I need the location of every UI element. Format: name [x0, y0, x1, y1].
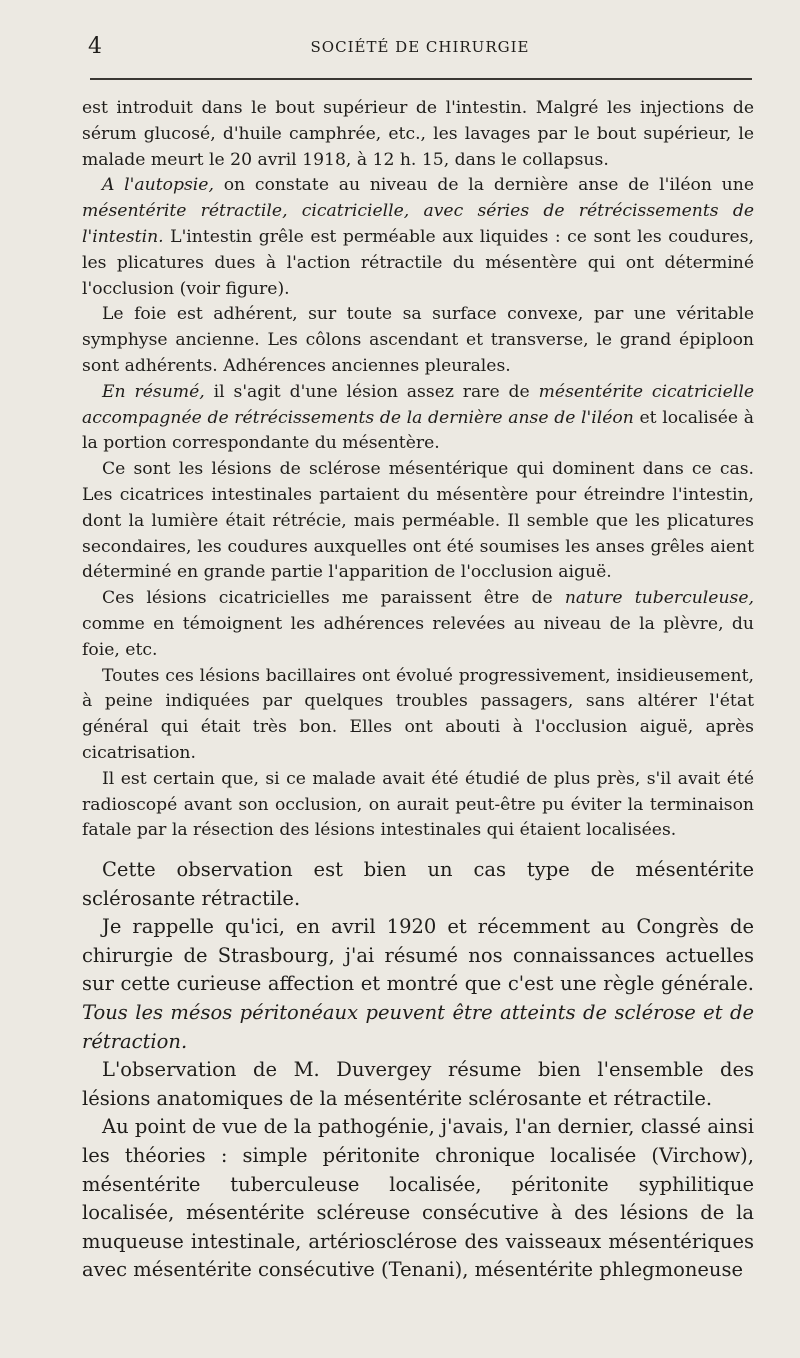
text-segment: et localisée à la portion correspondante du mésentère. [82, 407, 754, 454]
italic-text: mésentérite rétractile, cicatricielle, avec séries de rétrécissements de l'intestin. [82, 201, 754, 247]
text-segment: Toutes ces lésions bacillaires ont évolué progressivement, insidieusement, à peine indiquées par quelques troubles passagers, sans altérer l'état général qui était très bon. Elles ont abouti à l'occlusion aiguë, après cicatrisation. [82, 665, 754, 763]
paragraph [82, 457, 754, 586]
italic-text: A l'autopsie, [102, 175, 214, 196]
text-segment: Au point de vue de la pathogénie, j'avais, l'an dernier, classé ainsi les théories : simple péritonite chronique localisée (Virchow), mésentérite tuberculeuse localisée, péritonite syphilitique localisée, mésentérite scléreuse consécutive à des lésions de la muqueuse intestinale, artériosclérose des vaisseaux mésentériques avec mésentérite consécutive (Tenani), mésentérite phlegmoneuse [82, 1115, 754, 1282]
body-text [82, 96, 754, 1285]
text-segment: Ce sont les lésions de sclérose mésentérique qui dominent dans ce cas. Les cicatrices intestinales partaient du mésentère pour étreindre l'intestin, dont la lumière était rétrécie, mais perméable. Il semble que les plicatures secondaires, les coudures auxquelles ont été soumises les anses grêles aient déterminé en grande partie l'apparition de l'occlusion aiguë. [82, 459, 754, 583]
text-segment: comme en témoignent les adhérences relevées au niveau de la plèvre, du foie, etc. [82, 613, 754, 660]
paragraph [82, 1113, 754, 1285]
commentary-section [82, 856, 754, 1285]
paragraph [82, 586, 754, 663]
text-segment: Ces lésions cicatricielles me paraissent être de [102, 588, 565, 609]
paragraph [82, 380, 754, 457]
page-number: 4 [88, 34, 102, 59]
italic-text: nature tuberculeuse, [564, 588, 754, 609]
text-segment: L'observation de M. Duvergey résume bien l'ensemble des lésions anatomiques de la mésentérite sclérosante et rétractile. [82, 1058, 754, 1110]
paragraph [82, 302, 754, 379]
text-segment: Il est certain que, si ce malade avait été étudié de plus près, s'il avait été radioscopé avant son occlusion, on aurait peut-être pu éviter la terminaison fatale par la résection des lésions intestinales qui étaient localisées. [82, 768, 754, 841]
italic-text: mésentérite cicatricielle accompagnée de rétrécissements de la dernière anse de l'iléon [82, 381, 754, 428]
header-rule [90, 78, 752, 80]
paragraph [82, 664, 754, 767]
text-segment: Cette observation est bien un cas type de mésentérite sclérosante rétractile. [82, 858, 754, 910]
italic-text: Tous les mésos péritonéaux peuvent être atteints de sclérose et de rétraction. [82, 1001, 754, 1053]
text-segment: est introduit dans le bout supérieur de l'intestin. Malgré les injections de sérum glucosé, d'huile camphrée, etc., les lavages par le bout supérieur, le malade meurt le 20 avril 1918, à 12 h. 15, dans le collapsus. [82, 98, 754, 170]
page-header [88, 34, 752, 62]
paragraph [82, 96, 754, 173]
text-segment: il s'agit d'une lésion assez rare de [204, 381, 539, 402]
observation-section [82, 96, 754, 844]
paragraph [82, 1056, 754, 1113]
italic-text: En résumé, [102, 381, 205, 402]
running-title: SOCIÉTÉ DE CHIRURGIE [310, 38, 530, 56]
paragraph [82, 173, 754, 302]
paragraph [82, 913, 754, 1056]
paragraph [82, 856, 754, 913]
text-segment: L'intestin grêle est perméable aux liquides : ce sont les coudures, les plicatures dues à l'action rétractile du mésentère qui ont déterminé l'occlusion (voir figure). [82, 226, 754, 299]
text-segment: on constate au niveau de la dernière anse de l'iléon une [213, 175, 754, 196]
text-segment: Je rappelle qu'ici, en avril 1920 et récemment au Congrès de chirurgie de Strasbourg, j'ai résumé nos connaissances actuelles sur cette curieuse affection et montré que c'est une règle générale. [82, 915, 754, 996]
text-segment: Le foie est adhérent, sur toute sa surface convexe, par une véritable symphyse ancienne. Les côlons ascendant et transverse, le grand épiploon sont adhérents. Adhérences anciennes pleurales. [82, 304, 754, 376]
paragraph [82, 767, 754, 844]
